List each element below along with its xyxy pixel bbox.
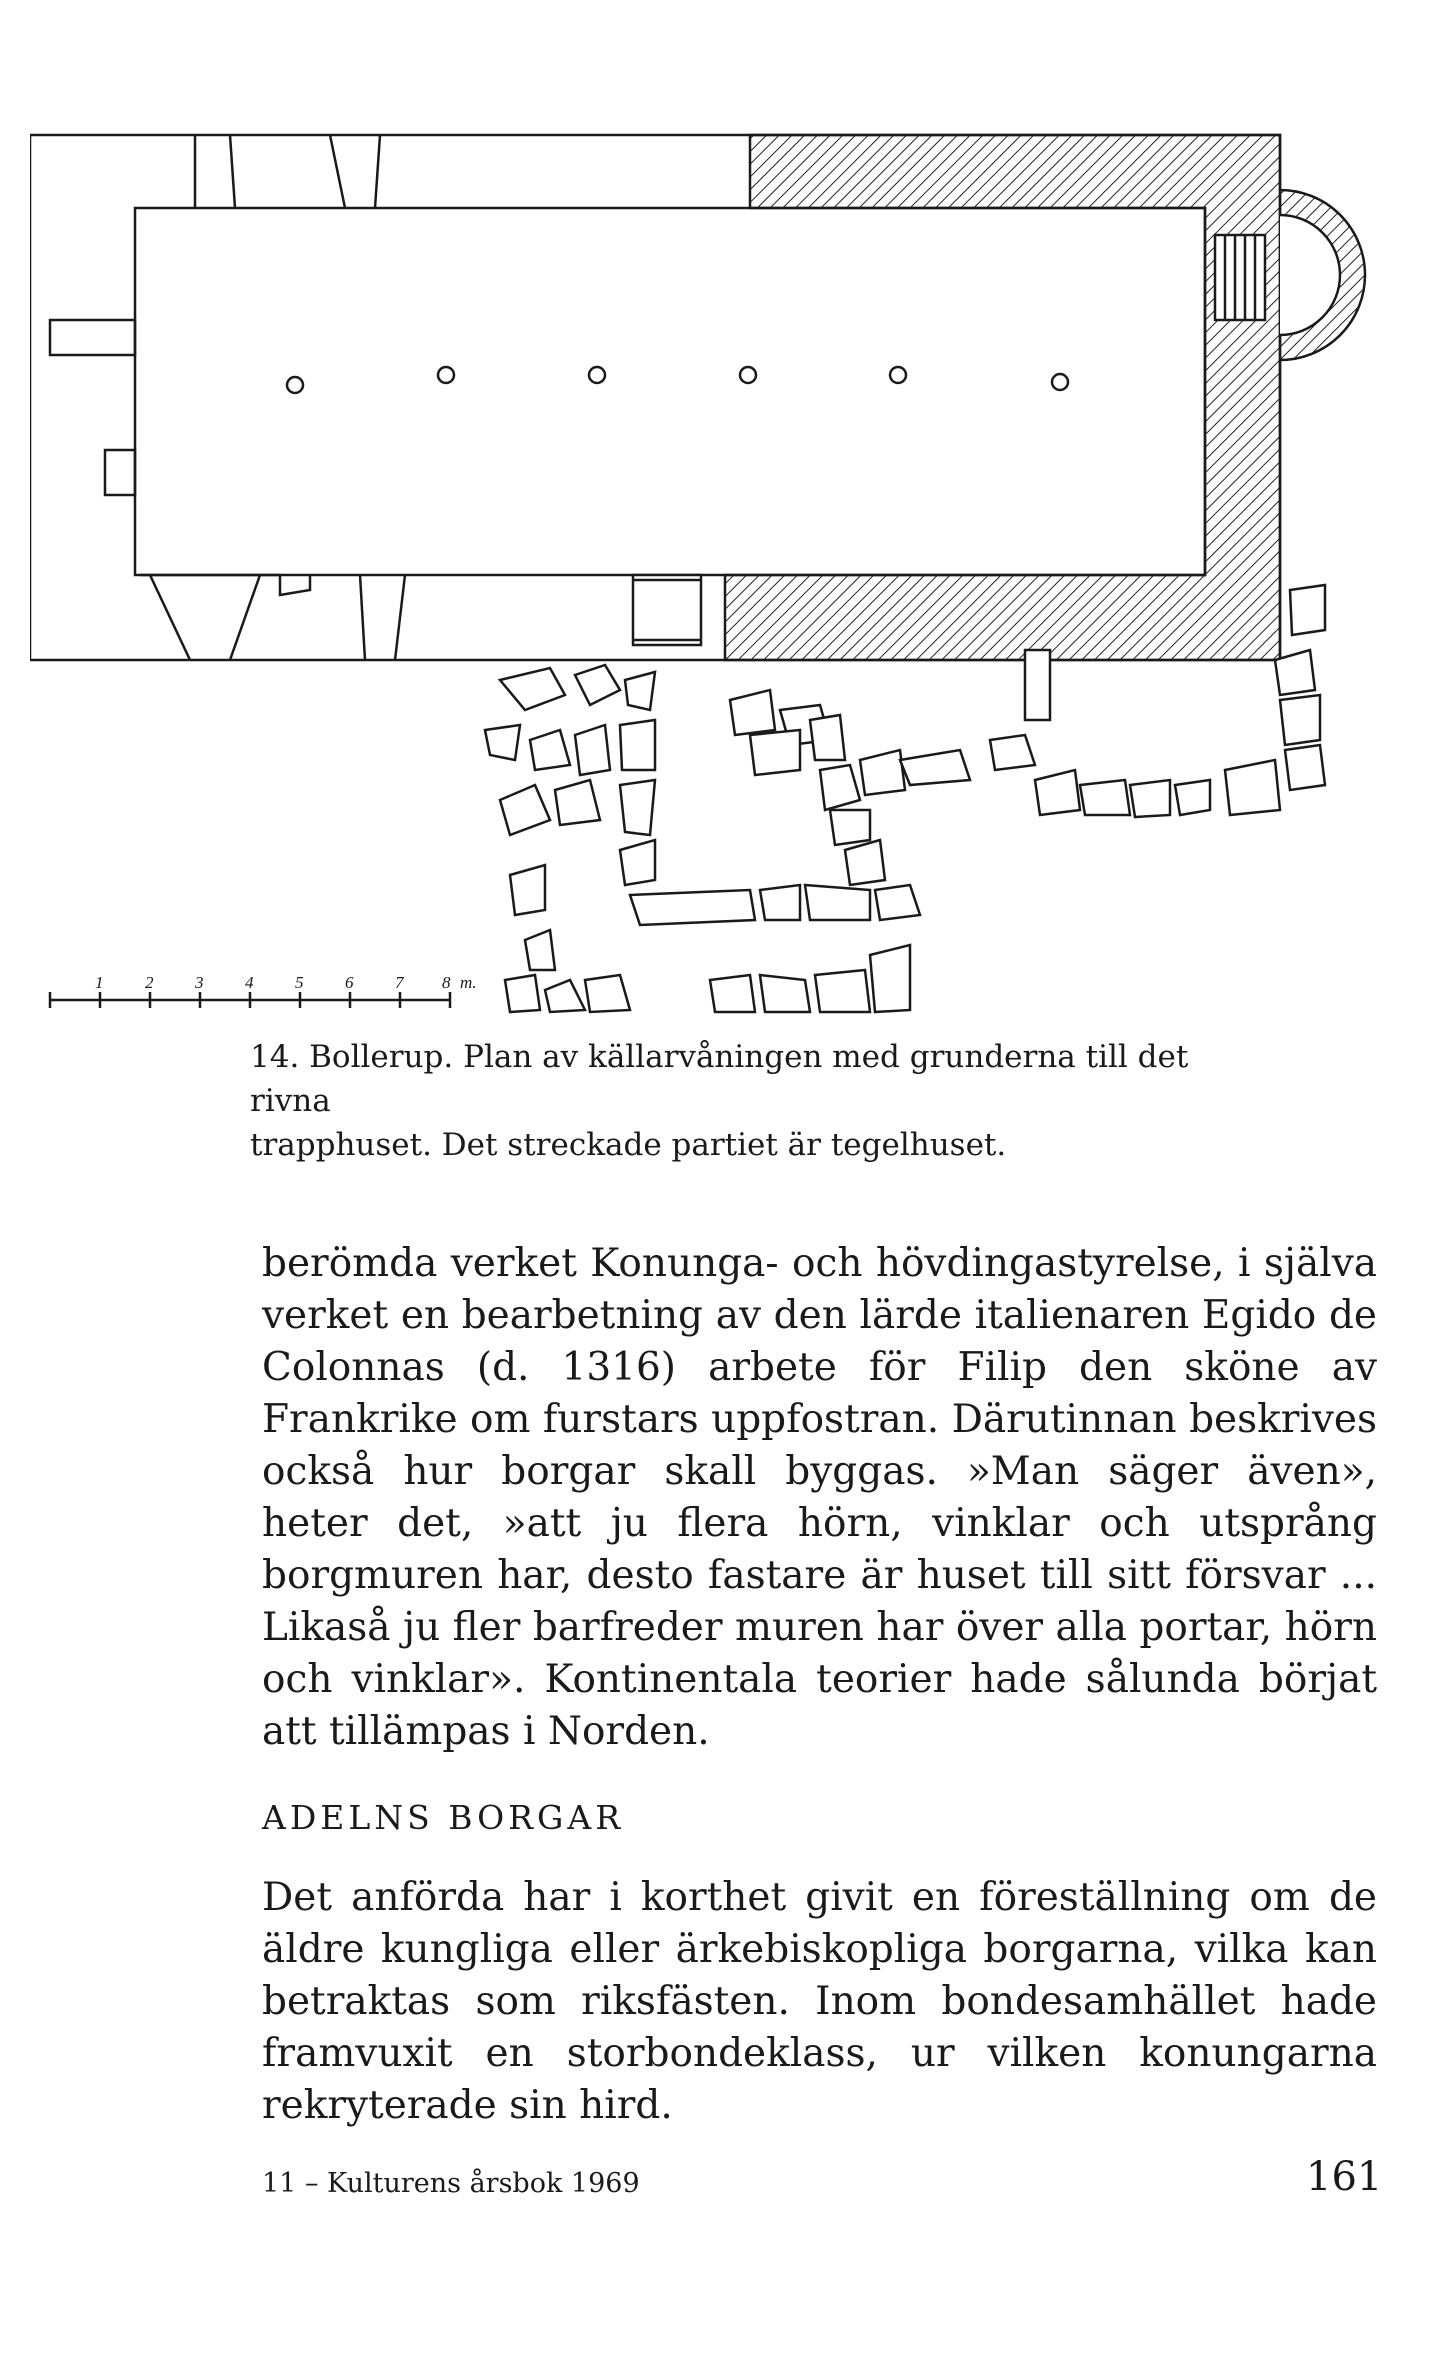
scale-label: 6: [345, 973, 354, 992]
column-bases: [287, 367, 1068, 393]
page-number: 161: [1306, 2154, 1383, 2200]
paragraph-1: berömda verket Konunga- och hövdingastyrelse, i själva verket en bearbetning av den lärde italienaren Egido de Colonnas (d. 1316) arbete för Filip den sköne av Frankrike om furstars uppfostran. Därutinnan beskrives också hur borgar skall byggas. »Man säger även», heter det, »att ju flera hörn, vinklar och utsprång borgmuren har, desto fastare är huset till sitt försvar ... Likaså ju fler barfreder muren har över alla portar, hörn och vinklar». Kontinentala teorier hade sålunda börjat att tillämpas i Norden.: [262, 1241, 1377, 1754]
scale-label: 1: [95, 973, 104, 992]
paragraph-2: Det anförda har i korthet givit en föreställning om de äldre kungliga eller ärkebiskopliga borgarna, vilka kan betraktas som riksfästen. Inom bondesamhället hade framvuxit en storbondeklass, ur vilken konungarna rekryterade sin hird.: [262, 1875, 1377, 2128]
scale-label: 3: [195, 973, 204, 992]
caption-line-2: trapphuset. Det streckade partiet är tegelhuset.: [250, 1127, 1007, 1163]
footer-signature: 11 – Kulturens årsbok 1969: [262, 2168, 640, 2199]
figure-caption: [250, 1035, 1270, 1167]
caption-line-1: 14. Bollerup. Plan av källarvåningen med grunderna till det rivna: [250, 1039, 1189, 1119]
scale-label: 7: [395, 973, 404, 992]
floor-plan-figure: [30, 120, 1370, 1020]
scale-bar: [50, 992, 450, 1008]
scale-label: 8: [442, 973, 451, 992]
plan-outline: [30, 135, 1365, 660]
scale-label: 5: [295, 973, 304, 992]
scale-label: 2: [145, 973, 154, 992]
section-heading: ADELNS BORGAR: [262, 1798, 625, 1837]
scale-labels: [95, 973, 477, 992]
scale-label: 4: [245, 973, 254, 992]
scale-label: m.: [460, 973, 477, 992]
